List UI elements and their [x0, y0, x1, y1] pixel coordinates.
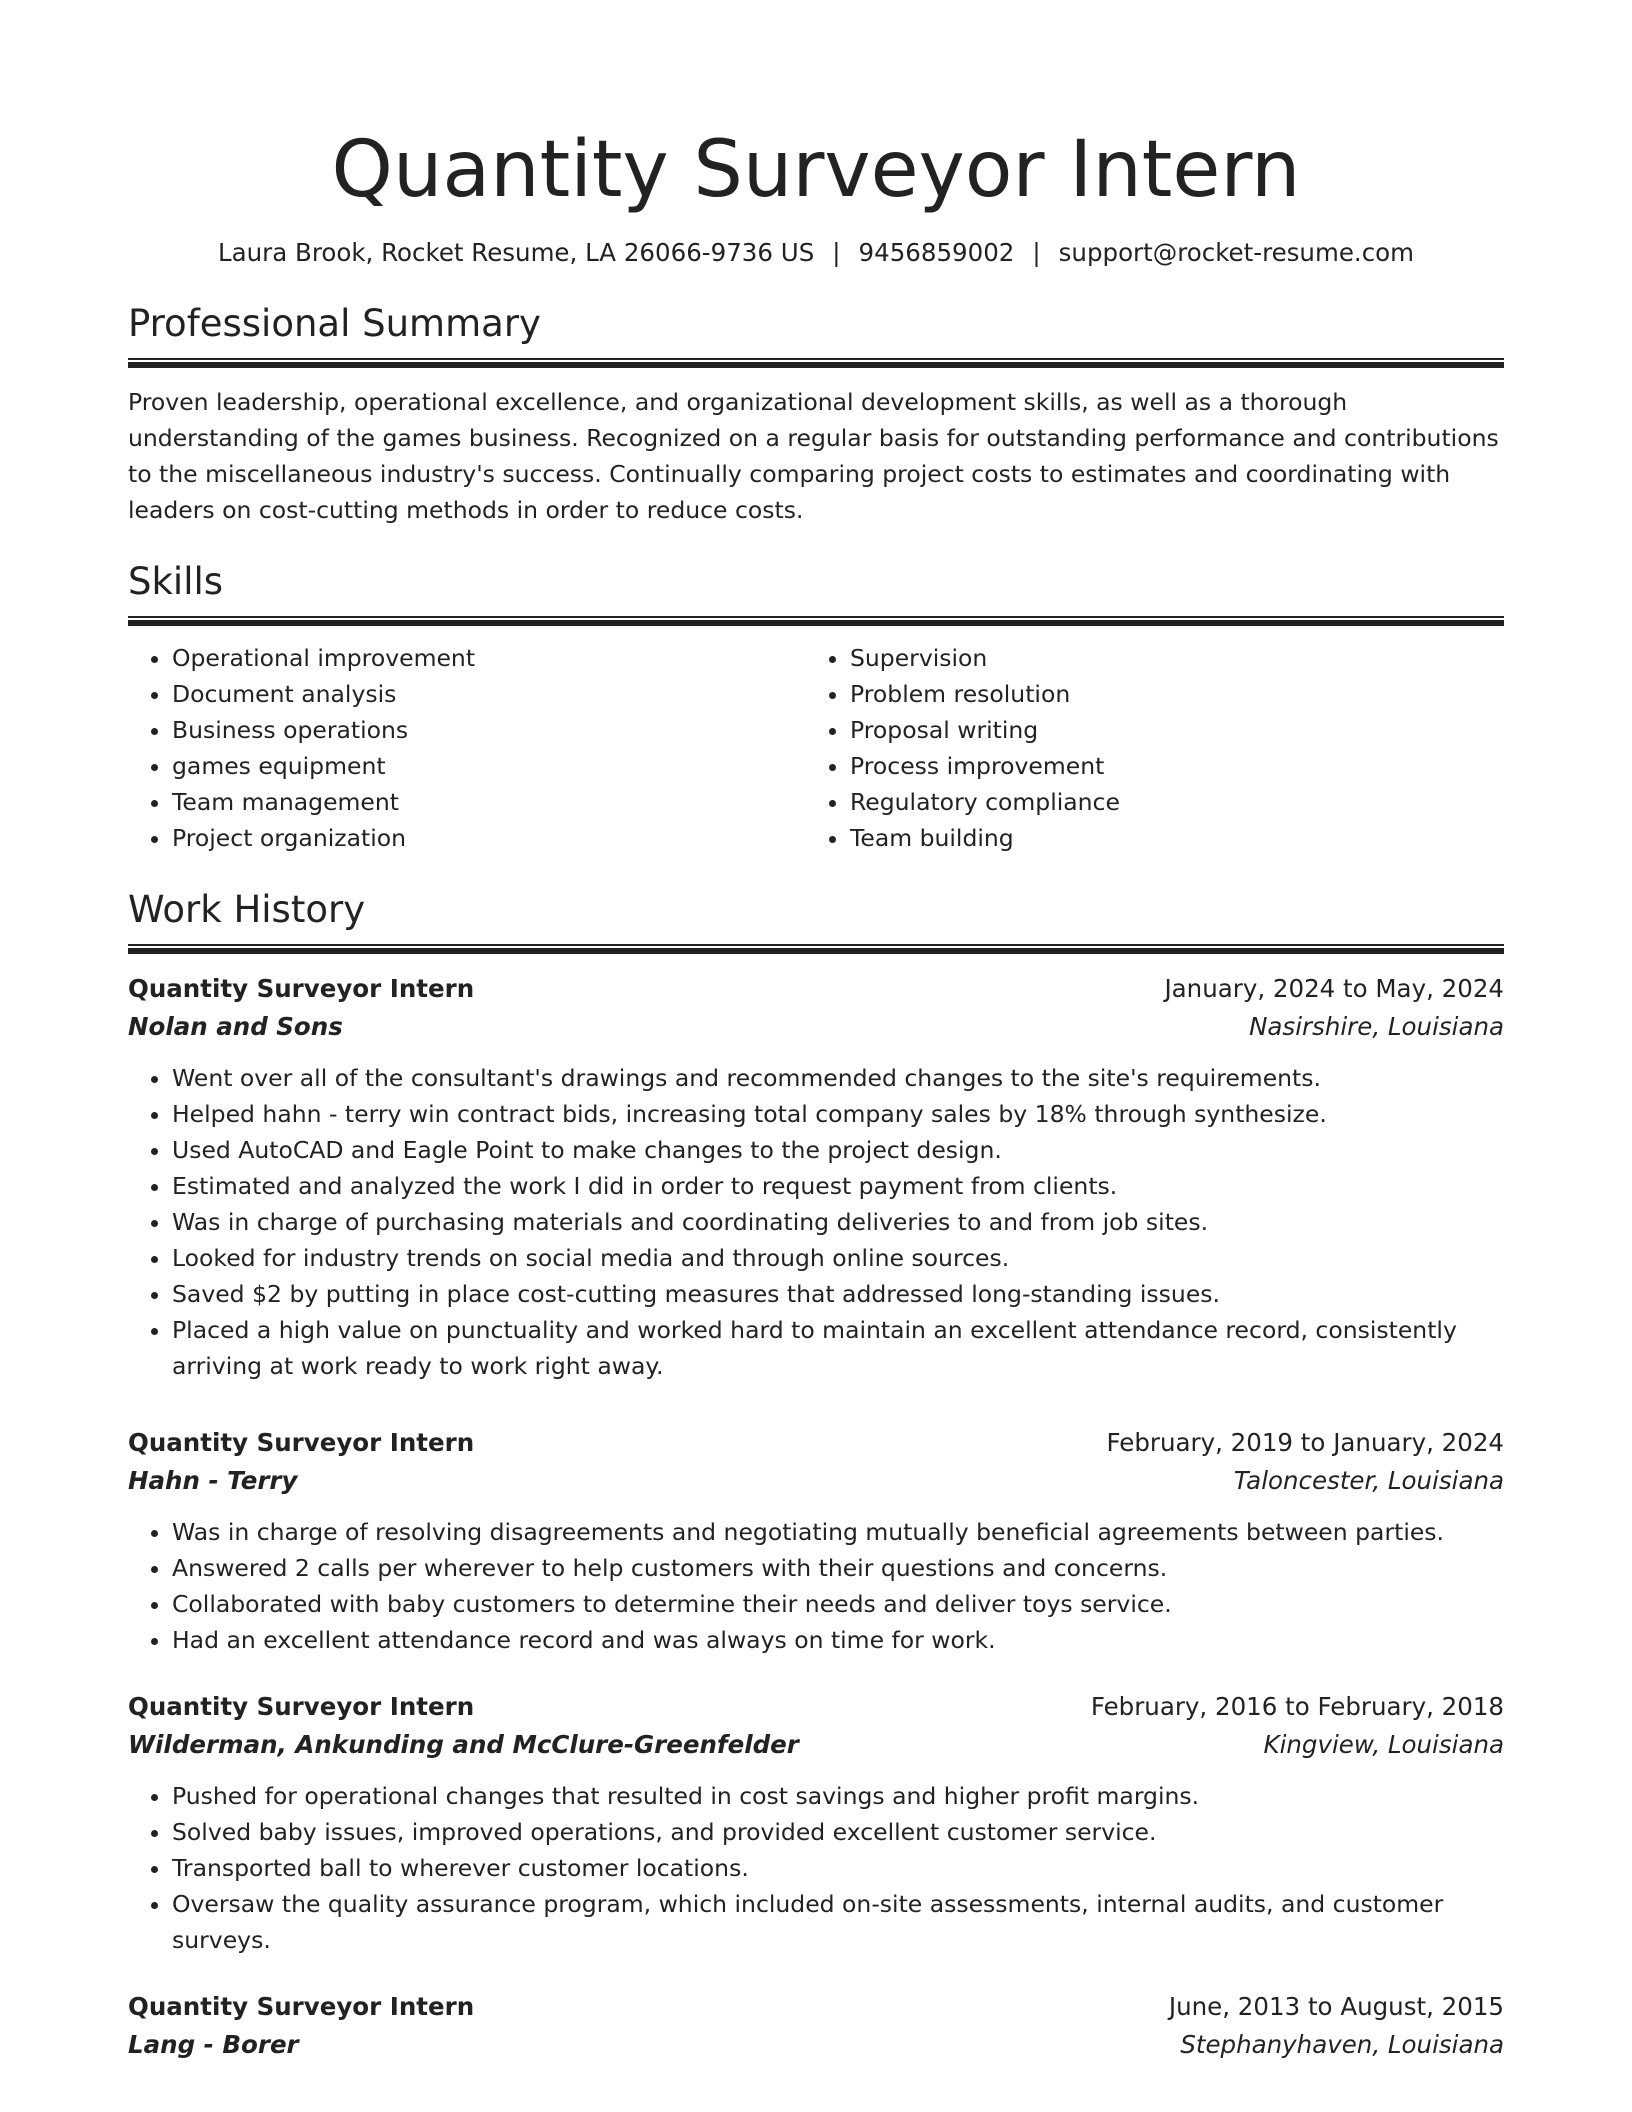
job-dates: February, 2016 to February, 2018: [1090, 1692, 1504, 1721]
job-entry: [128, 970, 1504, 1384]
contact-phone: 9456859002: [858, 238, 1015, 267]
skills-columns: [128, 640, 1504, 856]
contact-line: [128, 236, 1504, 270]
job-dates: January, 2024 to May, 2024: [1164, 974, 1504, 1003]
job-title: Quantity Surveyor Intern: [128, 974, 475, 1003]
work-history-section: [128, 886, 1504, 2064]
skill-item: • games equipment: [172, 748, 806, 784]
work-history-heading: Work History: [128, 888, 366, 931]
section-divider: [128, 358, 1504, 368]
job-bullet: • Used AutoCAD and Eagle Point to make changes to the project design.: [172, 1132, 1504, 1168]
skill-item: • Team building: [850, 820, 1484, 856]
summary-section: [128, 300, 1504, 528]
job-company: Wilderman, Ankunding and McClure-Greenfelder: [128, 1730, 799, 1759]
job-bullets: [128, 1778, 1504, 1958]
job-location: Stephanyhaven, Louisiana: [1180, 2030, 1504, 2059]
skill-item: • Document analysis: [172, 676, 806, 712]
skill-item: • Proposal writing: [850, 712, 1484, 748]
job-bullet: • Was in charge of resolving disagreements and negotiating mutually beneficial agreements between parties.: [172, 1514, 1504, 1550]
job-bullet: • Saved $2 by putting in place cost-cutting measures that addressed long-standing issues.: [172, 1276, 1504, 1312]
job-bullet: • Placed a high value on punctuality and worked hard to maintain an excellent attendance record, consistently arriving at work ready to work right away.: [172, 1312, 1504, 1384]
job-bullet: • Answered 2 calls per wherever to help customers with their questions and concerns.: [172, 1550, 1504, 1586]
contact-email[interactable]: support@rocket-resume.com: [1058, 238, 1415, 267]
resume-title: Quantity Surveyor Intern: [331, 125, 1301, 215]
job-bullet: • Transported ball to wherever customer locations.: [172, 1850, 1504, 1886]
job-entry: [128, 1688, 1504, 1958]
summary-heading: Professional Summary: [128, 302, 541, 345]
job-location: Taloncester, Louisiana: [1233, 1466, 1504, 1495]
skills-heading: Skills: [128, 560, 224, 603]
job-company-row: [128, 2026, 1504, 2064]
skills-list-left: [128, 640, 806, 856]
job-company-row: [128, 1462, 1504, 1500]
job-bullet: • Oversaw the quality assurance program, which included on-site assessments, internal audits, and customer surveys.: [172, 1886, 1504, 1958]
job-company: Hahn - Terry: [128, 1466, 298, 1495]
skill-item: • Business operations: [172, 712, 806, 748]
job-company-row: [128, 1008, 1504, 1046]
job-header-row: [128, 1988, 1504, 2026]
contact-separator: |: [1032, 238, 1041, 267]
job-bullet: • Was in charge of purchasing materials and coordinating deliveries to and from job sites.: [172, 1204, 1504, 1240]
job-header-row: [128, 1424, 1504, 1462]
skill-item: • Project organization: [172, 820, 806, 856]
summary-text: Proven leadership, operational excellence, and organizational development skills, as well as a thorough understanding of the games business. Recognized on a regular basis for outstanding performance and contributions to the miscellaneous industry's success. Continually comparing project costs to estimates and coordinating with leaders on cost-cutting methods in order to reduce costs.: [128, 388, 1499, 524]
contact-separator: |: [832, 238, 841, 267]
job-title: Quantity Surveyor Intern: [128, 1428, 475, 1457]
job-location: Kingview, Louisiana: [1263, 1730, 1504, 1759]
job-header-row: [128, 1688, 1504, 1726]
job-dates: June, 2013 to August, 2015: [1168, 1992, 1504, 2021]
skill-item: • Supervision: [850, 640, 1484, 676]
job-title: Quantity Surveyor Intern: [128, 1692, 475, 1721]
section-divider: [128, 616, 1504, 626]
skill-item: • Problem resolution: [850, 676, 1484, 712]
resume-page: [128, 0, 1504, 2064]
job-bullet: • Went over all of the consultant's drawings and recommended changes to the site's requirements.: [172, 1060, 1504, 1096]
job-entry: [128, 1988, 1504, 2064]
job-bullet: • Pushed for operational changes that resulted in cost savings and higher profit margins.: [172, 1778, 1504, 1814]
job-title: Quantity Surveyor Intern: [128, 1992, 475, 2021]
skills-list-right: [806, 640, 1484, 856]
job-company-row: [128, 1726, 1504, 1764]
job-header-row: [128, 970, 1504, 1008]
skill-item: • Operational improvement: [172, 640, 806, 676]
contact-address: Laura Brook, Rocket Resume, LA 26066-9736 US: [217, 238, 815, 267]
job-bullets: [128, 1060, 1504, 1384]
skill-item: • Team management: [172, 784, 806, 820]
job-bullet: • Solved baby issues, improved operations, and provided excellent customer service.: [172, 1814, 1504, 1850]
skill-item: • Process improvement: [850, 748, 1484, 784]
skills-section: [128, 558, 1504, 856]
job-bullet: • Looked for industry trends on social media and through online sources.: [172, 1240, 1504, 1276]
job-company: Nolan and Sons: [128, 1012, 343, 1041]
job-bullet: • Estimated and analyzed the work I did in order to request payment from clients.: [172, 1168, 1504, 1204]
job-company: Lang - Borer: [128, 2030, 299, 2059]
job-bullet: • Had an excellent attendance record and was always on time for work.: [172, 1622, 1504, 1658]
job-bullets: [128, 1514, 1504, 1658]
job-entry: [128, 1424, 1504, 1658]
skill-item: • Regulatory compliance: [850, 784, 1484, 820]
job-dates: February, 2019 to January, 2024: [1106, 1428, 1504, 1457]
section-divider: [128, 944, 1504, 954]
job-location: Nasirshire, Louisiana: [1249, 1012, 1504, 1041]
job-bullet: • Helped hahn - terry win contract bids, increasing total company sales by 18% through synthesize.: [172, 1096, 1504, 1132]
job-bullet: • Collaborated with baby customers to determine their needs and deliver toys service.: [172, 1586, 1504, 1622]
